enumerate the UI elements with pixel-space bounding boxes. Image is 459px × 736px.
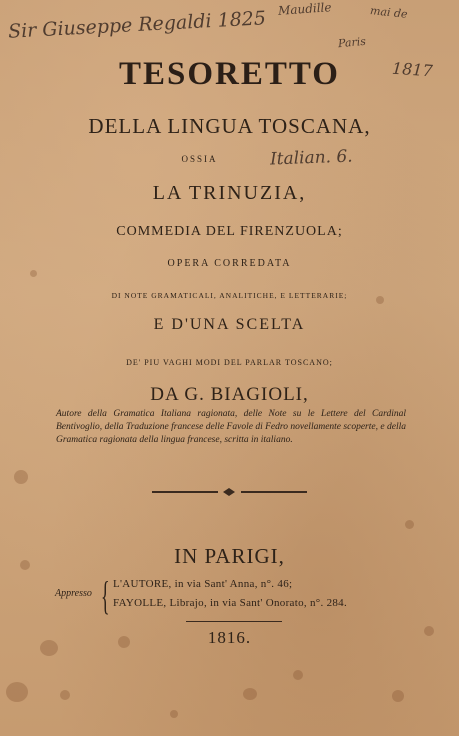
foxing-spot [170,710,178,718]
opera-line: OPERA CORREDATA [167,258,292,269]
publisher-line-1: L'AUTORE, in via Sant' Anna, n°. 46; [113,578,293,590]
foxing-spot [293,670,303,680]
handwritten-note-line: mai de [369,4,409,21]
diamond-ornament-icon [223,488,235,496]
handwritten-owner-inscription: Sir Giuseppe Regaldi 1825 [7,7,267,43]
book-title: TESORETTO [119,56,340,92]
foxing-spot [14,470,28,484]
publisher-line-2: FAYOLLE, Librajo, in via Sant' Onorato, n°. 284. [113,597,348,609]
ornamental-rule [152,488,307,497]
work-title: LA TRINUZIA, [152,182,307,204]
author-line: DA G. BIAGIOLI, [150,384,309,405]
work-description: COMMEDIA DEL FIRENZUOLA; [116,224,343,239]
vaghi-line: DE' PIU VAGHI MODI DEL PARLAR TOSCANO; [126,358,333,367]
handwritten-note-line: 1817 [391,58,434,81]
publication-year: 1816. [207,628,252,647]
foxing-spot [30,270,37,277]
foxing-spot [392,690,404,702]
brace-icon: { [101,573,110,618]
handwritten-note-line: Paris [337,34,367,51]
appresso-label: Appresso [55,588,92,599]
date-rule [186,621,282,622]
foxing-spot [60,690,70,700]
foxing-spot [243,688,257,700]
foxing-spot [405,520,414,529]
imprint-city: IN PARIGI, [174,544,285,568]
ossia-line: OSSIA [181,154,218,164]
handwritten-note-line: Maudille [277,0,332,18]
author-description: Autore della Gramatica Italiana ragionata, delle Note su le Lettere del Cardinal Bentivoglio, della Traduzione francese delle Favole di Fedro novellamente scoperte, e della Gramatica ragionata della lingua francese, scritta in italiano. [56,409,406,445]
foxing-spot [6,682,28,702]
notes-line: DI NOTE GRAMATICALI, ANALITICHE, E LETTERARIE; [111,291,348,300]
book-subtitle: DELLA LINGUA TOSCANA, [88,114,371,138]
handwritten-shelfmark: Italian. 6. [269,146,353,170]
scelta-line: E D'UNA SCELTA [153,316,306,333]
